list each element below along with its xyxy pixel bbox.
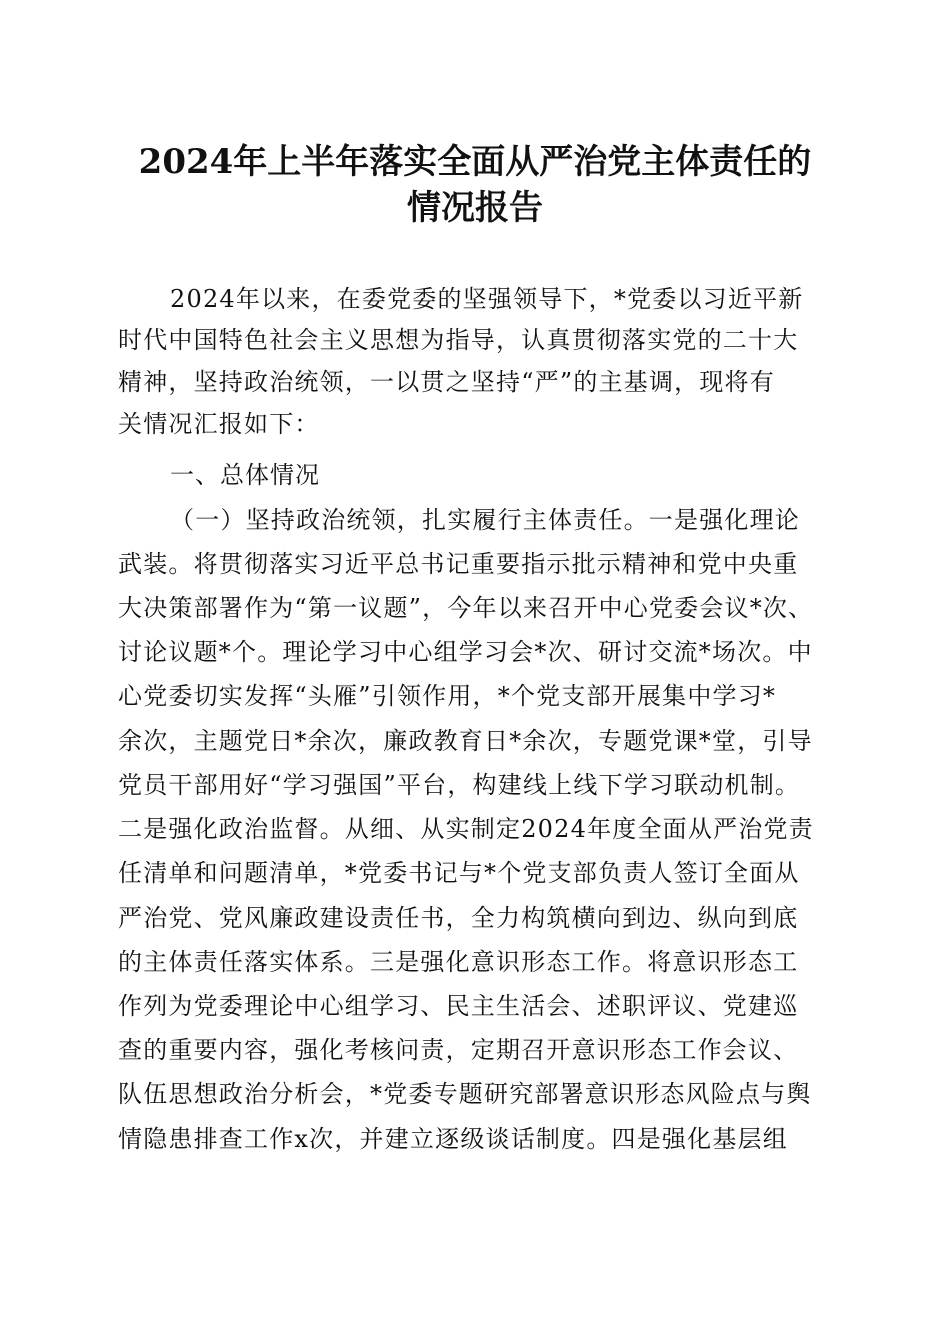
paragraph-intro-line: 精神，坚持政治统领，一以贯之坚持“严”的主基调，现将有 bbox=[118, 368, 775, 396]
paragraph-line: 大决策部署作为“第一议题”，今年以来召开中心党委会议*次、 bbox=[118, 594, 814, 622]
paragraph-line: 任清单和问题清单，*党委书记与*个党支部负责人签订全面从 bbox=[118, 859, 800, 887]
paragraph-line: （一）坚持政治统领，扎实履行主体责任。一是强化理论 bbox=[170, 506, 800, 534]
paragraph-line: 心党委切实发挥“头雁”引领作用，*个党支部开展集中学习* bbox=[118, 682, 777, 710]
paragraph-intro-line: 关情况汇报如下： bbox=[118, 410, 320, 438]
paragraph-line: 作列为党委理论中心组学习、民主生活会、述职评议、党建巡 bbox=[118, 992, 799, 1020]
document-title-line-1: 2024年上半年落实全面从严治党主体责任的 bbox=[138, 142, 812, 182]
paragraph-line: 二是强化政治监督。从细、从实制定2024年度全面从严治党责 bbox=[118, 815, 814, 843]
paragraph-intro-line: 2024年以来，在委党委的坚强领导下，*党委以习近平新 bbox=[170, 285, 804, 313]
paragraph-line: 队伍思想政治分析会，*党委专题研究部署意识形态风险点与舆 bbox=[118, 1080, 812, 1108]
paragraph-line: 查的重要内容，强化考核问责，定期召开意识形态工作会议、 bbox=[118, 1036, 799, 1064]
document-title-line-2: 情况报告 bbox=[407, 188, 543, 228]
paragraph-line: 武装。将贯彻落实习近平总书记重要指示批示精神和党中央重 bbox=[118, 550, 799, 578]
paragraph-line: 情隐患排查工作x次，并建立逐级谈话制度。四是强化基层组 bbox=[118, 1125, 788, 1153]
paragraph-line: 余次，主题党日*余次，廉政教育日*余次，专题党课*堂，引导 bbox=[118, 727, 813, 755]
paragraph-line: 讨论议题*个。理论学习中心组学习会*次、研讨交流*场次。中 bbox=[118, 638, 813, 666]
paragraph-line: 的主体责任落实体系。三是强化意识形态工作。将意识形态工 bbox=[118, 948, 799, 976]
paragraph-intro-line: 时代中国特色社会主义思想为指导，认真贯彻落实党的二十大 bbox=[118, 326, 799, 354]
section-heading: 一、总体情况 bbox=[170, 461, 320, 489]
paragraph-line: 党员干部用好“学习强国”平台，构建线上线下学习联动机制。 bbox=[118, 771, 801, 799]
paragraph-line: 严治党、党风廉政建设责任书，全力构筑横向到边、纵向到底 bbox=[118, 904, 799, 932]
